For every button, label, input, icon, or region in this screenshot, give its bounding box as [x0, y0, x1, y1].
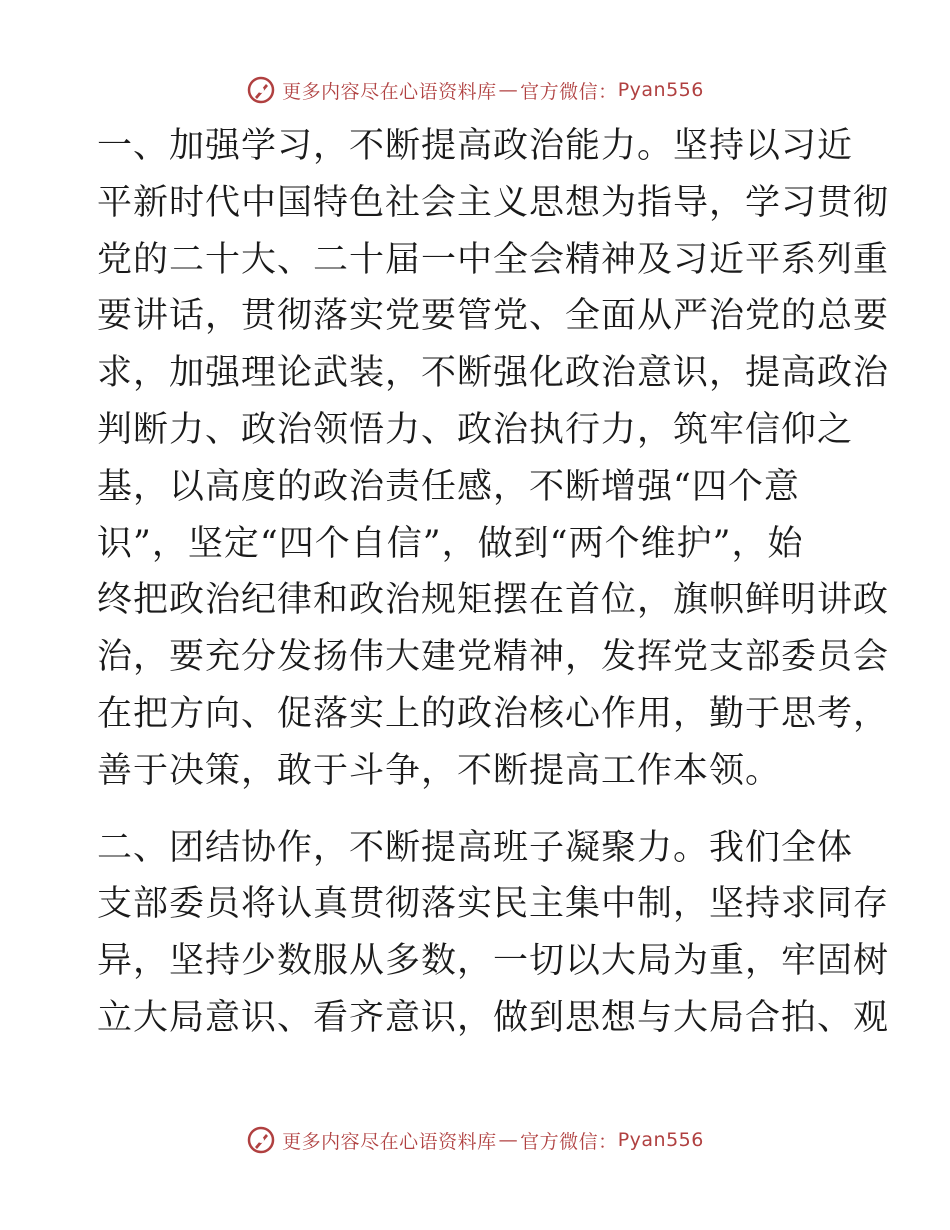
watermark-dash: —: [498, 79, 519, 101]
document-body: [97, 118, 890, 1047]
text-line: 平新时代中国特色社会主义思想为指导，学习贯彻: [97, 182, 890, 223]
paragraph-unity: [97, 820, 890, 1047]
text-line: 基，以高度的政治责任感，不断增强“四个意: [97, 466, 800, 507]
text-line: 要讲话，贯彻落实党要管党、全面从严治党的总要: [97, 296, 890, 337]
text-line: 识”，坚定“四个自信”，做到“两个维护”，始: [97, 523, 804, 564]
quill-pen-logo-icon: [246, 1125, 276, 1155]
quill-pen-logo-icon: [246, 75, 276, 105]
text-line: 判断力、政治领悟力、政治执行力，筑牢信仰之: [97, 409, 854, 450]
watermark-brand-text: 更多内容尽在心语资料库: [282, 80, 497, 103]
watermark-label: 官方微信：: [520, 1130, 618, 1153]
watermark-brand-text: 更多内容尽在心语资料库: [282, 1130, 497, 1153]
text-line: 善于决策，敢于斗争，不断提高工作本领。: [97, 750, 782, 791]
footer-watermark: [0, 1122, 950, 1158]
paragraph-study: [97, 118, 890, 800]
text-line: 支部委员将认真贯彻落实民主集中制，坚持求同存: [97, 884, 890, 925]
text-line: 治，要充分发扬伟大建党精神，发挥党支部委员会: [97, 637, 890, 678]
text-line: 一、加强学习，不断提高政治能力。坚持以习近: [97, 126, 854, 166]
text-line: 求，加强理论武装，不断强化政治意识，提高政治: [97, 353, 890, 394]
text-line: 立大局意识、看齐意识，做到思想与大局合拍、观: [97, 997, 890, 1038]
text-line: 终把政治纪律和政治规矩摆在首位，旗帜鲜明讲政: [97, 580, 890, 621]
text-line: 在把方向、促落实上的政治核心作用，勤于思考，: [97, 693, 890, 734]
text-line: 党的二十大、二十届一中全会精神及习近平系列重: [97, 239, 890, 280]
watermark-label: 官方微信：: [520, 80, 618, 103]
header-watermark: [0, 72, 950, 108]
text-line: 二、团结协作，不断提高班子凝聚力。我们全体: [97, 827, 854, 868]
watermark-dash: —: [498, 1129, 519, 1151]
watermark-id: Pyan556: [617, 1129, 704, 1151]
text-line: 异，坚持少数服从多数，一切以大局为重，牢固树: [97, 941, 890, 982]
watermark-id: Pyan556: [617, 79, 704, 101]
